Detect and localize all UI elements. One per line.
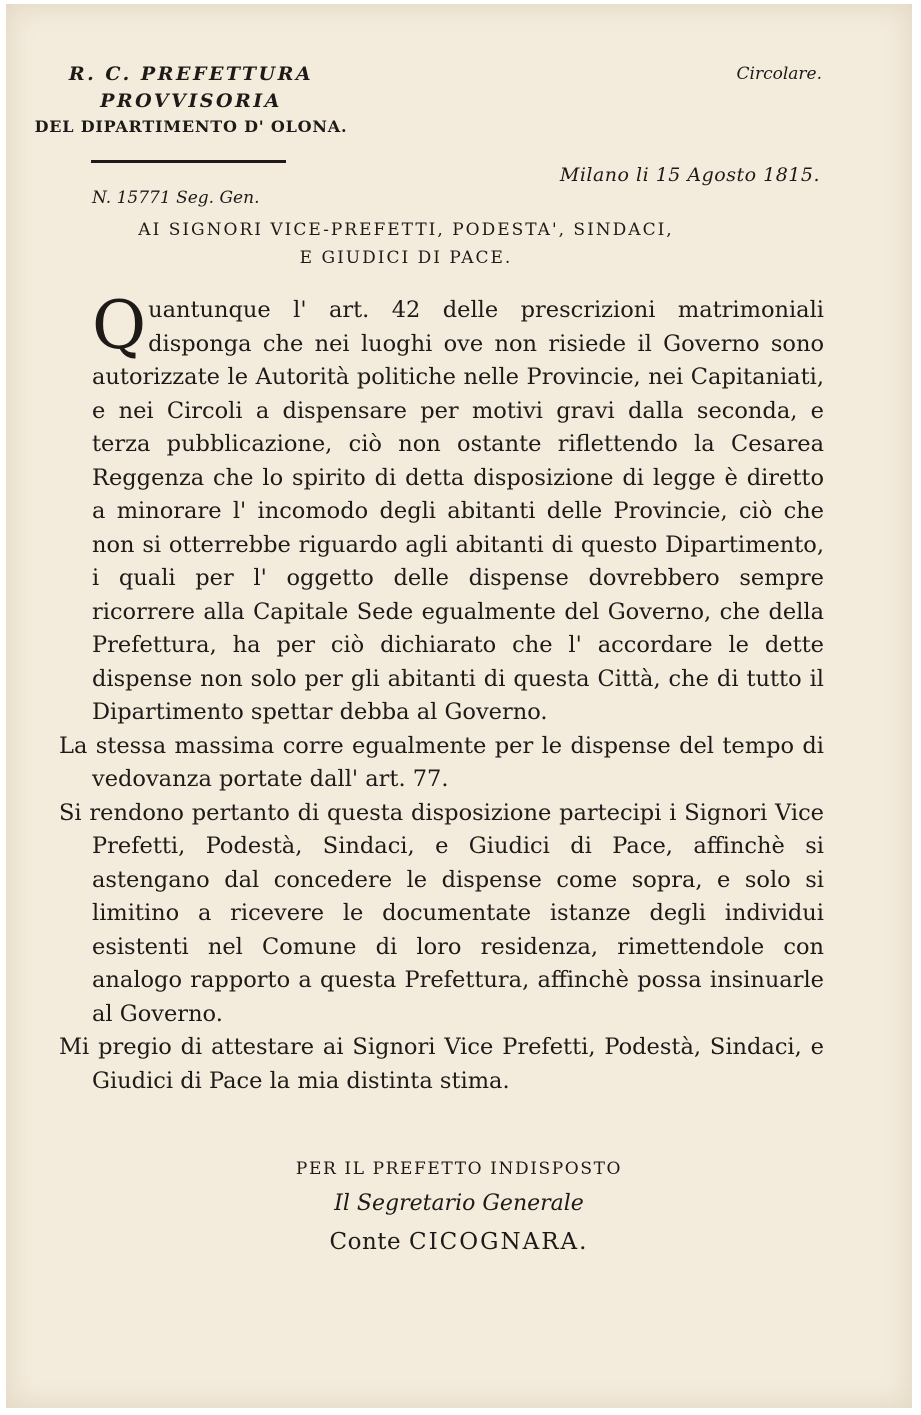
drop-cap: Q: [92, 287, 147, 364]
document-date: Milano li 15 Agosto 1815.: [559, 164, 820, 186]
addressees-line-2: E GIUDICI DI PACE.: [299, 248, 513, 268]
signature-block: [6, 1152, 912, 1262]
issuer-line-1: R. C. PREFETTURA: [68, 63, 314, 85]
paragraph-4: Mi pregio di attestare ai Signori Vice Prefetti, Podestà, Sindaci, e Giudici di Pace la mia distinta stima.: [59, 1034, 824, 1094]
paragraph-3: Si rendono pertanto di questa disposizione partecipi i Signori Vice Prefetti, Podestà, Sindaci, e Giudici di Pace, affinchè si astengano dal concedere le dispense come sopra, e solo si limitino a ricevere le documentate istanze degli individui esistenti nel Comune di loro residenza, rimettendole con analogo rapporto a questa Prefettura, affinchè possa insinuarle al Governo.: [59, 799, 824, 1027]
protocol-number: N. 15771 Seg. Gen.: [92, 188, 260, 208]
signature-line-1: PER IL PREFETTO INDISPOSTO: [295, 1159, 623, 1179]
document-type: Circolare.: [736, 64, 822, 84]
document-page: [6, 4, 912, 1408]
addressees-line-1: AI SIGNORI VICE-PREFETTI, PODESTA', SINDACI,: [138, 220, 674, 240]
circular-body: [59, 287, 824, 1098]
signatory-title: Conte: [329, 1229, 402, 1255]
issuer-line-3: DEL DIPARTIMENTO D' OLONA.: [34, 117, 348, 136]
paragraph-1-text: uantunque l' art. 42 delle prescrizioni matrimoniali disponga che nei luoghi ove non risiede il Governo sono autorizzate le Autorità politiche nelle Provincie, nei Capitaniati, e nei Circoli a dispensare per motivi gravi dalla seconda, e terza pubblicazione, ciò non ostante riflettendo la Cesarea Reggenza che lo spirito di detta disposizione di legge è diretto a minorare l' incomodo degli abitanti delle Provincie, ciò che non si otterrebbe riguardo agli abitanti di questo Dipartimento, i quali per l' oggetto delle dispense dovrebbero sempre ricorrere alla Capitale Sede egualmente del Governo, che della Prefettura, ha per ciò dichiarato che l' accordare le dette dispense non solo per gli abitanti di questa Città, che di tutto il Dipartimento spettar debba al Governo.: [92, 297, 824, 725]
heading-divider: [91, 160, 286, 163]
paragraph-1: [59, 287, 824, 730]
issuer-heading: [26, 61, 356, 140]
signatory: [6, 1222, 912, 1262]
issuer-line-2: PROVVISORIA: [100, 90, 282, 112]
signatory-name: CICOGNARA.: [408, 1229, 589, 1255]
signature-line-2: Il Segretario Generale: [334, 1191, 584, 1216]
addressees: [6, 216, 806, 272]
paragraph-2: La stessa massima corre egualmente per le dispense del tempo di vedovanza portate dall' art. 77.: [59, 732, 824, 792]
